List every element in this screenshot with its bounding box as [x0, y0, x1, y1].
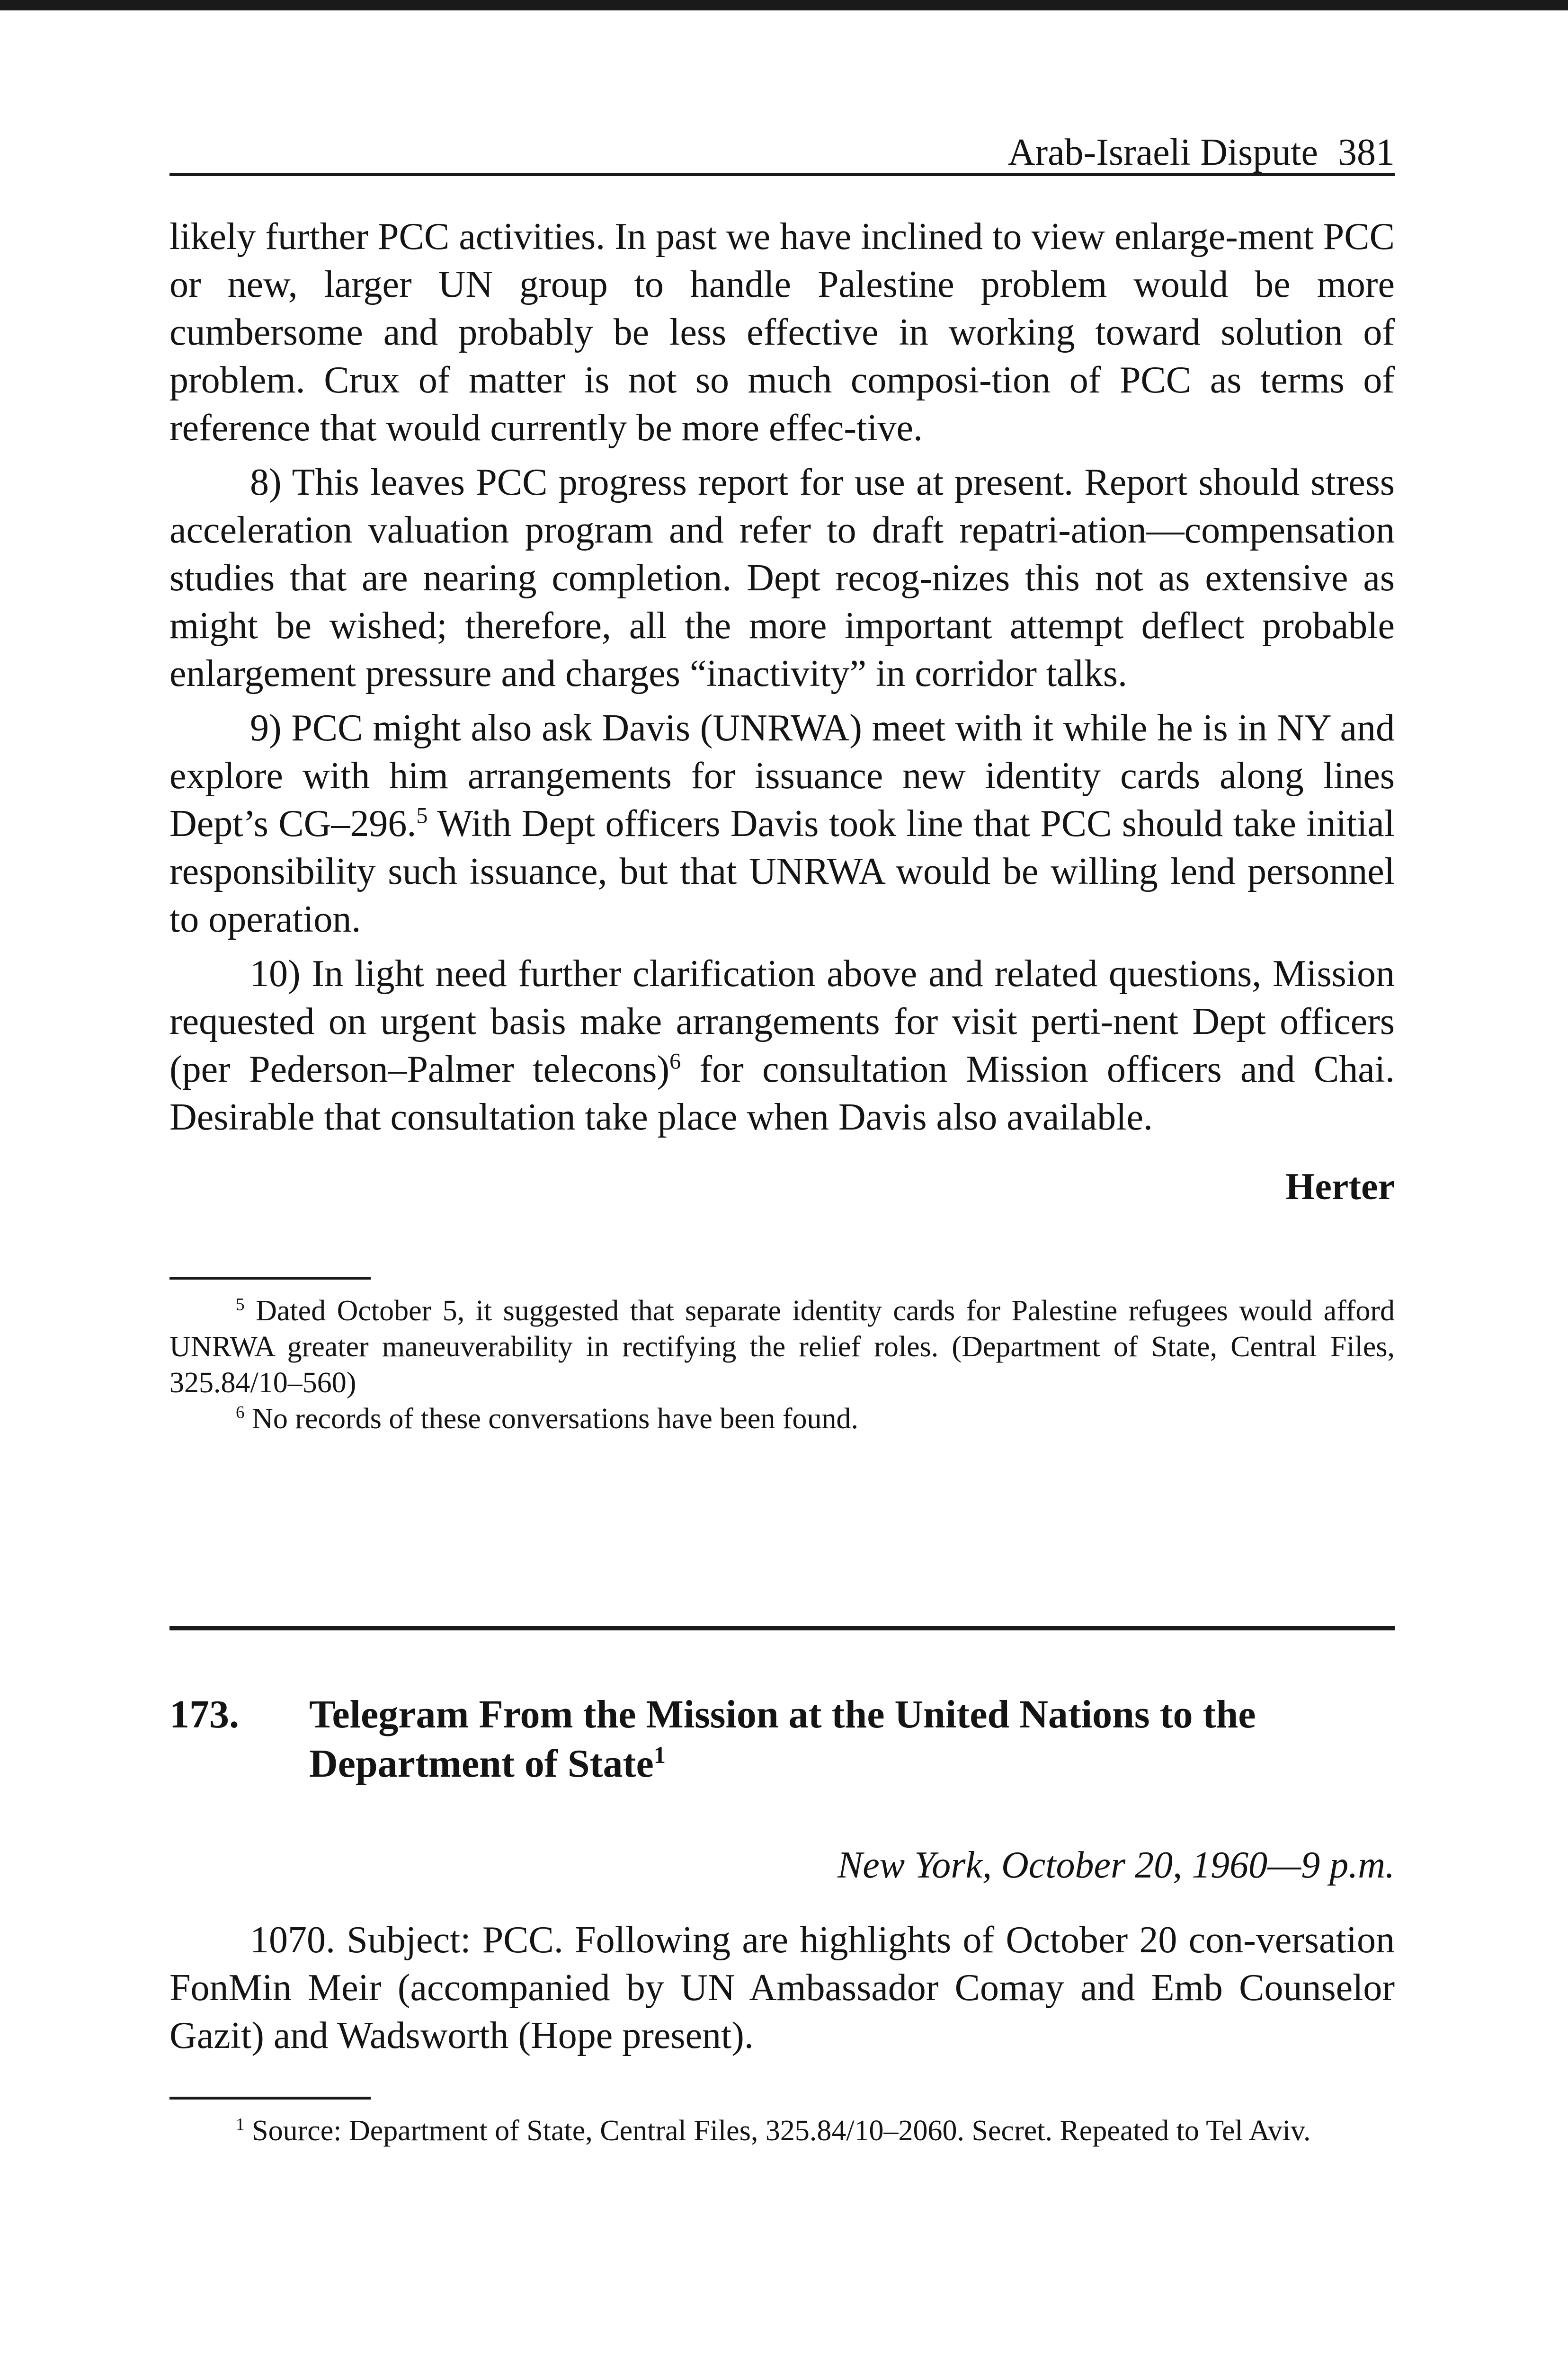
footnote-ref-6: 6 — [669, 1049, 681, 1074]
footnote-rule-2 — [169, 2097, 371, 2100]
signature: Herter — [1285, 1166, 1395, 1208]
paragraph-9 — [169, 704, 1395, 943]
telegram-body — [169, 1916, 1395, 2060]
paragraph-9-text-a: 9) PCC might also ask Davis (UNRWA) meet with it while he is in NY and explore with him arrangements for issuance new identity cards along lines Dept’s CG–296. — [169, 707, 1395, 845]
footnote-1 — [169, 2113, 1395, 2149]
paragraph-continued: likely further PCC activities. In past we have inclined to view enlarge-ment PCC or new, larger UN group to handle Palestine problem would be more cumbersome and probably be less effective in working toward solution of problem. Crux of matter is not so much composi-tion of PCC as terms of reference that would currently be more effec-tive. — [169, 216, 1395, 449]
footnote-ref-5: 5 — [416, 803, 428, 828]
paragraph-10-text-a: 10) In light need further clarification above and related questions, Mission requested on urgent basis make arrangements for visit perti-nent Dept officers (per Pederson–Palmer telecons) — [169, 953, 1395, 1090]
footnote-ref-1: 1 — [653, 1742, 666, 1768]
footnote-5-mark: 5 — [236, 1295, 245, 1315]
running-head — [169, 118, 1395, 176]
continued-telegram-body — [169, 213, 1395, 1141]
scan-top-edge — [0, 0, 1568, 10]
dateline: New York, October 20, 1960—9 p.m. — [837, 1844, 1395, 1886]
footnote-1-text: Source: Department of State, Central Files, 325.84/10–2060. Secret. Repeated to Tel Aviv. — [252, 2115, 1311, 2147]
footnote-5-text: Dated October 5, it suggested that separate identity cards for Palestine refugees would afford UNRWA greater maneuverability in rectifying the relief roles. (Department of State, Central Files, 325.84/10–560) — [169, 1295, 1395, 1399]
paragraph-8: 8) This leaves PCC progress report for use at present. Report should stress acceleration valuation program and refer to draft repatri-ation—compensation studies that are nearing completion. Dept recog-nizes this not as extensive as might be wished; therefore, all the more important attempt deflect probable enlargement pressure and charges “inactivity” in corridor talks. — [169, 462, 1395, 694]
paragraph-9-text-b: With Dept officers Davis took line that PCC should take initial responsibility such issuance, but that UNRWA would be willing lend personnel to operation. — [169, 803, 1395, 940]
paragraph-10-text-b: for consultation Mission officers and Chai. Desirable that consultation take place when Davis also available. — [169, 1049, 1395, 1138]
footnote-6 — [169, 1401, 1395, 1437]
footnote-1-mark: 1 — [236, 2115, 245, 2135]
footnote-rule — [169, 1277, 371, 1280]
footnote-6-mark: 6 — [236, 1403, 245, 1423]
paragraph-1070: 1070. Subject: PCC. Following are highlights of October 20 con-versation FonMin Meir (accompanied by UN Ambassador Comay and Emb Counselor Gazit) and Wadsworth (Hope present). — [169, 1919, 1395, 2056]
document-heading — [169, 1690, 1395, 1789]
section-divider — [169, 1626, 1395, 1630]
page-number: 381 — [1338, 132, 1395, 173]
document-title — [309, 1690, 1395, 1789]
footnote-5 — [169, 1293, 1395, 1401]
source-footnote-block — [169, 2113, 1395, 2149]
document-page — [169, 118, 1395, 2149]
document-title-text: Telegram From the Mission at the United Nations to the Department of State — [309, 1692, 1256, 1786]
footnote-6-text: No records of these conversations have been found. — [252, 1403, 858, 1435]
document-number: 173. — [169, 1692, 239, 1736]
paragraph-10 — [169, 950, 1395, 1141]
running-head-title: Arab-Israeli Dispute — [1007, 132, 1318, 173]
footnotes-block — [169, 1293, 1395, 1437]
